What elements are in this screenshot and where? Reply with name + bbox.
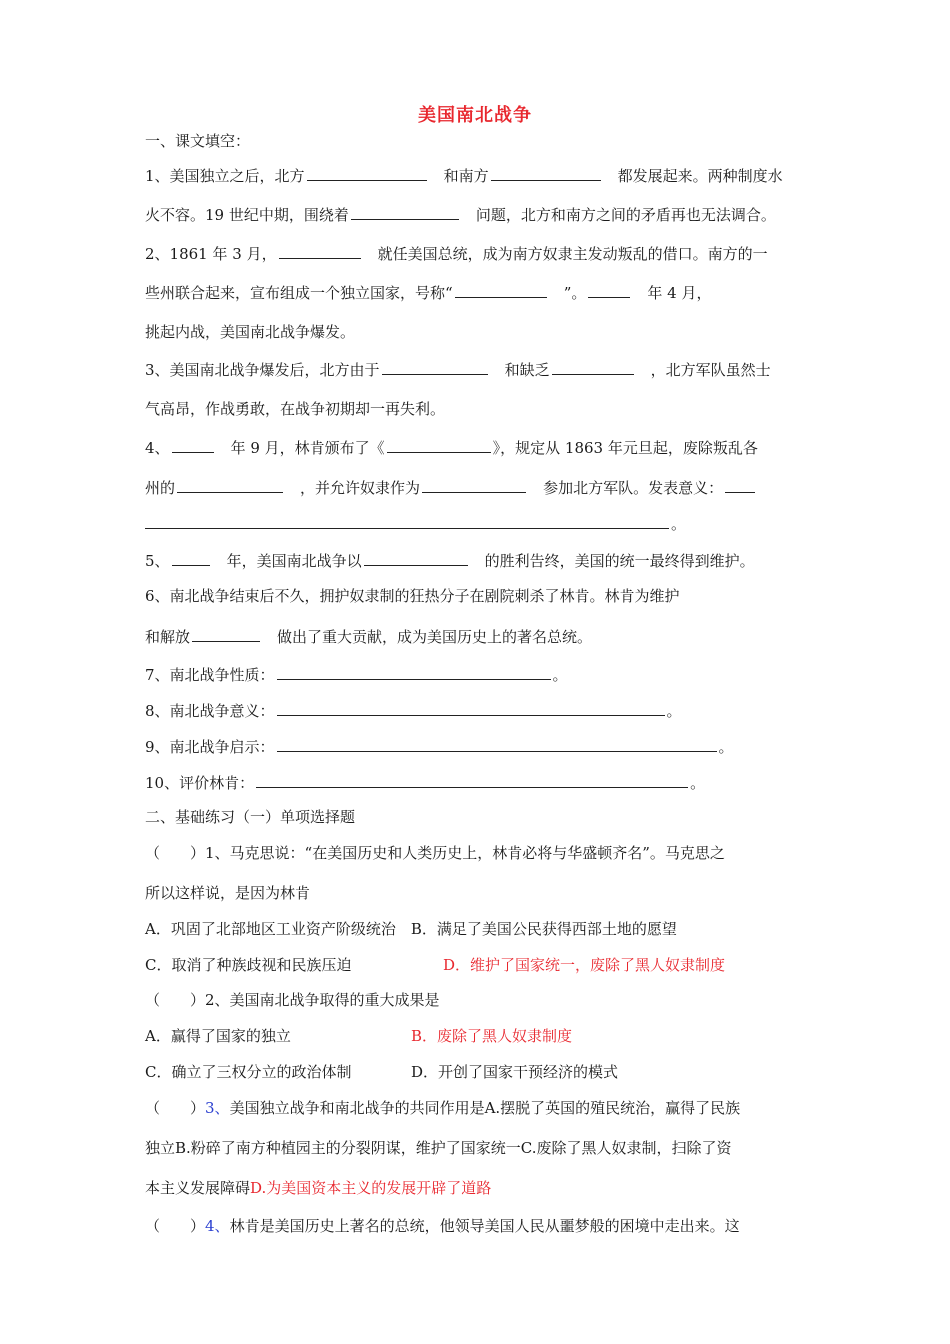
fill-blank[interactable] xyxy=(491,165,601,181)
q2-line1: 2、1861 年 3 月， 就任美国总统，成为南方奴隶主发动叛乱的借口。南方的一 xyxy=(145,245,768,263)
mc2-stem: （ ）2、美国南北战争取得的重大成果是 xyxy=(145,991,440,1009)
q8-line: 8、南北战争意义： 。 xyxy=(145,702,682,720)
mc1-stem-line2: 所以这样说，是因为林肯 xyxy=(145,884,311,902)
section2-heading: 二、基础练习（一）单项选择题 xyxy=(145,808,356,826)
q3-line1: 3、美国南北战争爆发后，北方由于 和缺乏 ，北方军队虽然士 xyxy=(145,361,771,379)
fill-blank[interactable] xyxy=(277,736,717,752)
q2-line2: 些州联合起来，宣布组成一个独立国家，号称“ ”。 年 4 月， xyxy=(145,284,712,302)
mc4-stem-line1: （ ）4、林肯是美国历史上著名的总统，他领导美国人民从噩梦般的困境中走出来。这 xyxy=(145,1217,740,1235)
mc2-options-cd xyxy=(145,1062,618,1082)
fill-blank[interactable] xyxy=(192,626,260,642)
q4-line2: 州的 ，并允许奴隶作为 参加北方军队。发表意义： xyxy=(145,477,757,498)
fill-blank[interactable] xyxy=(725,477,755,493)
q3-line2: 气高昂，作战勇敢，在战争初期却一再失利。 xyxy=(145,400,446,418)
fill-blank[interactable] xyxy=(177,477,283,493)
fill-blank[interactable] xyxy=(279,243,361,259)
mc3-stem-line2: 独立B.粉碎了南方种植园主的分裂阴谋，维护了国家统一C.废除了黑人奴隶制，扫除了资 xyxy=(145,1139,732,1157)
fill-blank[interactable] xyxy=(307,165,427,181)
mc1-stem-line1: （ ）1、马克思说：“在美国历史和人类历史上，林肯必将与华盛顿齐名”。马克思之 xyxy=(145,844,725,862)
q6-line2: 和解放 做出了重大贡献，成为美国历史上的著名总统。 xyxy=(145,628,593,646)
fill-blank[interactable] xyxy=(552,359,634,375)
section1-heading: 一、课文填空： xyxy=(145,132,251,150)
mc1-option-a: A．巩固了北部地区工业资产阶级统治 xyxy=(145,920,396,938)
mc1-option-b: B．满足了美国公民获得西部土地的愿望 xyxy=(410,920,677,938)
mc1-option-c: C．取消了种族歧视和民族压迫 xyxy=(145,956,352,974)
mc2-option-c: C．确立了三权分立的政治体制 xyxy=(145,1063,352,1081)
q5-line: 5、 年，美国南北战争以 的胜利告终，美国的统一最终得到维护。 xyxy=(145,552,755,570)
q2-line3: 挑起内战，美国南北战争爆发。 xyxy=(145,323,356,341)
q4-line1: 4、 年 9 月，林肯颁布了《 》，规定从 1863 年元旦起，废除叛乱各 xyxy=(145,439,758,457)
mc3-stem-line1: （ ）3、美国独立战争和南北战争的共同作用是A.摆脱了英国的殖民统治，赢得了民族 xyxy=(145,1099,741,1117)
fill-blank[interactable] xyxy=(588,282,630,298)
mc3-stem-line3: 本主义发展障碍D.为美国资本主义的发展开辟了道路 xyxy=(145,1179,492,1197)
fill-blank[interactable] xyxy=(387,437,491,453)
mc2-option-d: D．开创了国家干预经济的模式 xyxy=(411,1063,619,1081)
q1-line2: 火不容。19 世纪中期，围绕着 问题，北方和南方之间的矛盾再也无法调合。 xyxy=(145,206,776,224)
mc2-options-ab xyxy=(145,1026,572,1046)
fill-blank[interactable] xyxy=(382,359,488,375)
mc2-option-a: A．赢得了国家的独立 xyxy=(145,1027,291,1045)
page-title: 美国南北战争 xyxy=(418,105,532,126)
mc1-option-d-answer: D．维护了国家统一，废除了黑人奴隶制度 xyxy=(443,956,726,974)
q1-line1: 1、美国独立之后，北方 和南方 都发展起来。两种制度水 xyxy=(145,167,783,185)
fill-blank[interactable] xyxy=(351,204,459,220)
fill-blank[interactable] xyxy=(256,772,688,788)
q9-line: 9、南北战争启示： 。 xyxy=(145,738,734,756)
fill-blank[interactable] xyxy=(172,437,214,453)
fill-blank[interactable] xyxy=(277,664,551,680)
q6-line1: 6、南北战争结束后不久，拥护奴隶制的狂热分子在剧院刺杀了林肯。林肯为维护 xyxy=(145,587,680,605)
fill-blank[interactable] xyxy=(172,550,210,566)
mc1-options-ab xyxy=(145,919,677,939)
mc1-options-cd xyxy=(145,955,725,975)
fill-blank[interactable] xyxy=(455,282,547,298)
fill-blank[interactable] xyxy=(364,550,468,566)
fill-blank[interactable] xyxy=(145,513,669,529)
q7-line: 7、南北战争性质： 。 xyxy=(145,666,568,684)
fill-blank[interactable] xyxy=(277,700,665,716)
mc3-answer: D.为美国资本主义的发展开辟了道路 xyxy=(250,1179,492,1197)
q4-line3: 。 xyxy=(145,513,686,534)
mc2-option-b-answer: B．废除了黑人奴隶制度 xyxy=(411,1027,573,1045)
q10-line: 10、评价林肯： 。 xyxy=(145,774,706,792)
fill-blank[interactable] xyxy=(422,477,526,493)
